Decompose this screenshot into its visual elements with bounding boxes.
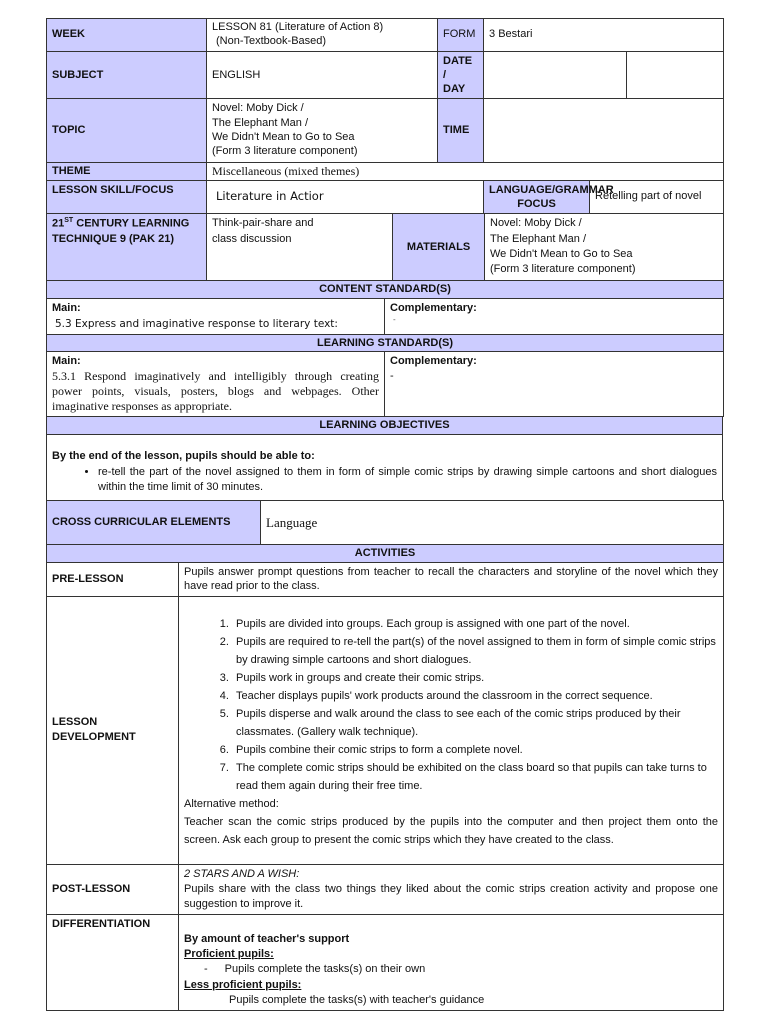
lesson-step: 4. Teacher displays pupils' work products around the classroom in the correct sequence. — [232, 687, 718, 705]
differentiation-heading: By amount of teacher's support — [184, 932, 350, 945]
lesson-development-label-line2: DEVELOPMENT — [52, 731, 136, 744]
lesson-title-line1: LESSON 81 (Literature of Action 8) — [212, 21, 384, 33]
topic-line: We Didn't Mean to Go to Sea — [212, 130, 355, 143]
content-comp-value: - — [393, 315, 396, 325]
learning-standard-table — [46, 334, 724, 418]
content-standard-title: CONTENT STANDARD(S) — [47, 280, 724, 298]
less-proficient-label: Less proficient pupils: — [184, 978, 302, 991]
time-label: TIME — [438, 99, 484, 163]
lesson-step: 3. Pupils work in groups and create their comic strips. — [232, 669, 718, 687]
proficient-value: Pupils complete the tasks(s) on their own — [224, 963, 426, 976]
objectives-list — [52, 465, 717, 495]
cross-curricular-value: Language — [261, 501, 724, 545]
lesson-development-label — [47, 596, 179, 864]
grammar-value: Retelling part of novel — [590, 180, 724, 214]
form-label: FORM — [438, 19, 484, 52]
materials-line: We Didn't Mean to Go to Sea — [490, 247, 633, 260]
objectives-intro: By the end of the lesson, pupils should be able to: — [52, 449, 315, 462]
learning-comp — [385, 352, 724, 417]
materials-value — [485, 214, 724, 281]
objectives-table — [46, 416, 723, 501]
grammar-label-line1: LANGUAGE/GRAMMAR — [489, 183, 614, 196]
proficient-item — [184, 962, 718, 977]
lesson-steps — [184, 615, 718, 795]
century-value — [207, 214, 393, 281]
pre-lesson-value: Pupils answer prompt questions from teacher to recall the characters and storyline of the novel which they have read prior to the class. — [179, 562, 724, 596]
lesson-step: 5. Pupils disperse and walk around the class to see each of the comic strips produced by their classmates. (Gallery walk technique). — [232, 705, 718, 741]
theme-label: THEME — [47, 163, 207, 180]
date-label-line1: DATE / — [443, 54, 473, 81]
lesson-step: 1. Pupils are divided into groups. Each group is assigned with one part of the novel. — [232, 615, 718, 633]
cross-curricular-label: CROSS CURRICULAR ELEMENTS — [47, 501, 261, 545]
time-value — [484, 99, 724, 163]
less-proficient-value: Pupils complete the tasks(s) with teacher's guidance — [229, 994, 485, 1007]
century-label — [47, 214, 207, 281]
century-suffix: ST — [64, 217, 74, 225]
post-lesson-label: POST-LESSON — [47, 864, 179, 914]
differentiation-value — [179, 914, 724, 1011]
lesson-step: 2. Pupils are required to re-tell the part(s) of the novel assigned to them in form of simple comic strips by drawing simple cartoons and short dialogues. — [232, 633, 718, 669]
objectives-title: LEARNING OBJECTIVES — [47, 417, 723, 435]
activities-title: ACTIVITIES — [47, 545, 724, 563]
alternative-method-value: Teacher scan the comic strips produced by the pupils into the computer and then project them onto the screen. Ask each group to present the comic strips which they have created to the class. — [184, 816, 719, 847]
proficient-label: Proficient pupils: — [184, 947, 274, 960]
topic-line: Novel: Moby Dick / — [212, 102, 304, 115]
date-label — [438, 51, 484, 99]
grammar-label — [484, 180, 614, 214]
topic-line: The Elephant Man / — [212, 116, 309, 129]
skill-label: LESSON SKILL/FOCUS — [47, 180, 207, 214]
lesson-title-line2: (Non-Textbook-Based) — [216, 34, 327, 47]
content-comp-label: Complementary: — [390, 301, 477, 314]
content-main-value: 5.3 Express and imaginative response to literary text: — [55, 318, 338, 331]
pre-lesson-label: PRE-LESSON — [47, 562, 179, 596]
header-table — [46, 18, 724, 181]
theme-value: Miscellaneous (mixed themes) — [207, 163, 724, 180]
differentiation-label: DIFFERENTIATION — [47, 914, 179, 1011]
century-label-line2: TECHNIQUE 9 (PAK 21) — [52, 232, 175, 245]
skill-table — [46, 180, 724, 215]
objectives-body — [47, 435, 723, 501]
lesson-step: 7. The complete comic strips should be exhibited on the class board so that pupils can take turns to read them again during their free time. — [232, 759, 718, 795]
materials-line: The Elephant Man / — [490, 232, 587, 245]
week-label: WEEK — [47, 19, 207, 52]
century-table — [46, 213, 724, 281]
century-value-line2: class discussion — [212, 233, 292, 246]
cross-curricular-table — [46, 500, 724, 545]
lesson-step: 6. Pupils combine their comic strips to form a complete novel. — [232, 741, 718, 759]
lesson-plan — [46, 18, 723, 1011]
objective-item: • re-tell the part of the novel assigned to them in form of simple comic strips by drawing simple cartoons and short dialogues within the time limit of 30 minutes. — [98, 465, 717, 495]
post-lesson-value — [179, 864, 724, 914]
century-label-line1 — [52, 216, 201, 232]
date-value — [484, 51, 627, 99]
lesson-title — [207, 19, 438, 52]
content-standard-table — [46, 280, 724, 335]
century-number: 21 — [52, 217, 65, 230]
content-main-label: Main: — [52, 301, 81, 314]
topic-value — [207, 99, 438, 163]
form-value: 3 Bestari — [484, 19, 724, 52]
grammar-label-line2: FOCUS — [517, 197, 556, 210]
content-main — [47, 298, 385, 334]
activities-table — [46, 544, 724, 1011]
topic-line: (Form 3 literature component) — [212, 145, 358, 158]
proficient-dash: - — [204, 963, 208, 976]
subject-label: SUBJECT — [47, 51, 207, 99]
learning-main-label: Main: — [52, 355, 81, 368]
post-lesson-title: 2 STARS AND A WISH: — [184, 867, 300, 880]
post-lesson-text: Pupils share with the class two things they liked about the comic strips creation activity and propose one suggestion to improve it. — [184, 882, 719, 910]
learning-standard-title: LEARNING STANDARD(S) — [47, 334, 724, 352]
learning-main — [47, 352, 385, 417]
day-value — [627, 51, 724, 99]
lesson-development-value — [179, 596, 724, 864]
lesson-development-label-line1: LESSON — [52, 715, 98, 728]
century-value-line1: Think-pair-share and — [212, 217, 314, 230]
materials-line: (Form 3 literature component) — [490, 263, 636, 276]
materials-label: MATERIALS — [393, 214, 485, 281]
content-comp — [385, 298, 724, 334]
skill-value: Literature in Actior — [207, 180, 484, 214]
materials-line: Novel: Moby Dick / — [490, 217, 582, 230]
learning-main-value: 5.3.1 Respond imaginatively and intelligibly through creating power points, visuals, posters, blogs and webpages. Other imaginative responses as appropriate. — [52, 369, 379, 414]
topic-label: TOPIC — [47, 99, 207, 163]
learning-comp-value: - — [390, 370, 394, 383]
alternative-method-label: Alternative method: — [184, 798, 279, 811]
date-label-line2: DAY — [443, 83, 466, 96]
century-text: CENTURY LEARNING — [73, 217, 190, 230]
learning-comp-label: Complementary: — [390, 355, 477, 368]
subject-value: ENGLISH — [207, 51, 438, 99]
